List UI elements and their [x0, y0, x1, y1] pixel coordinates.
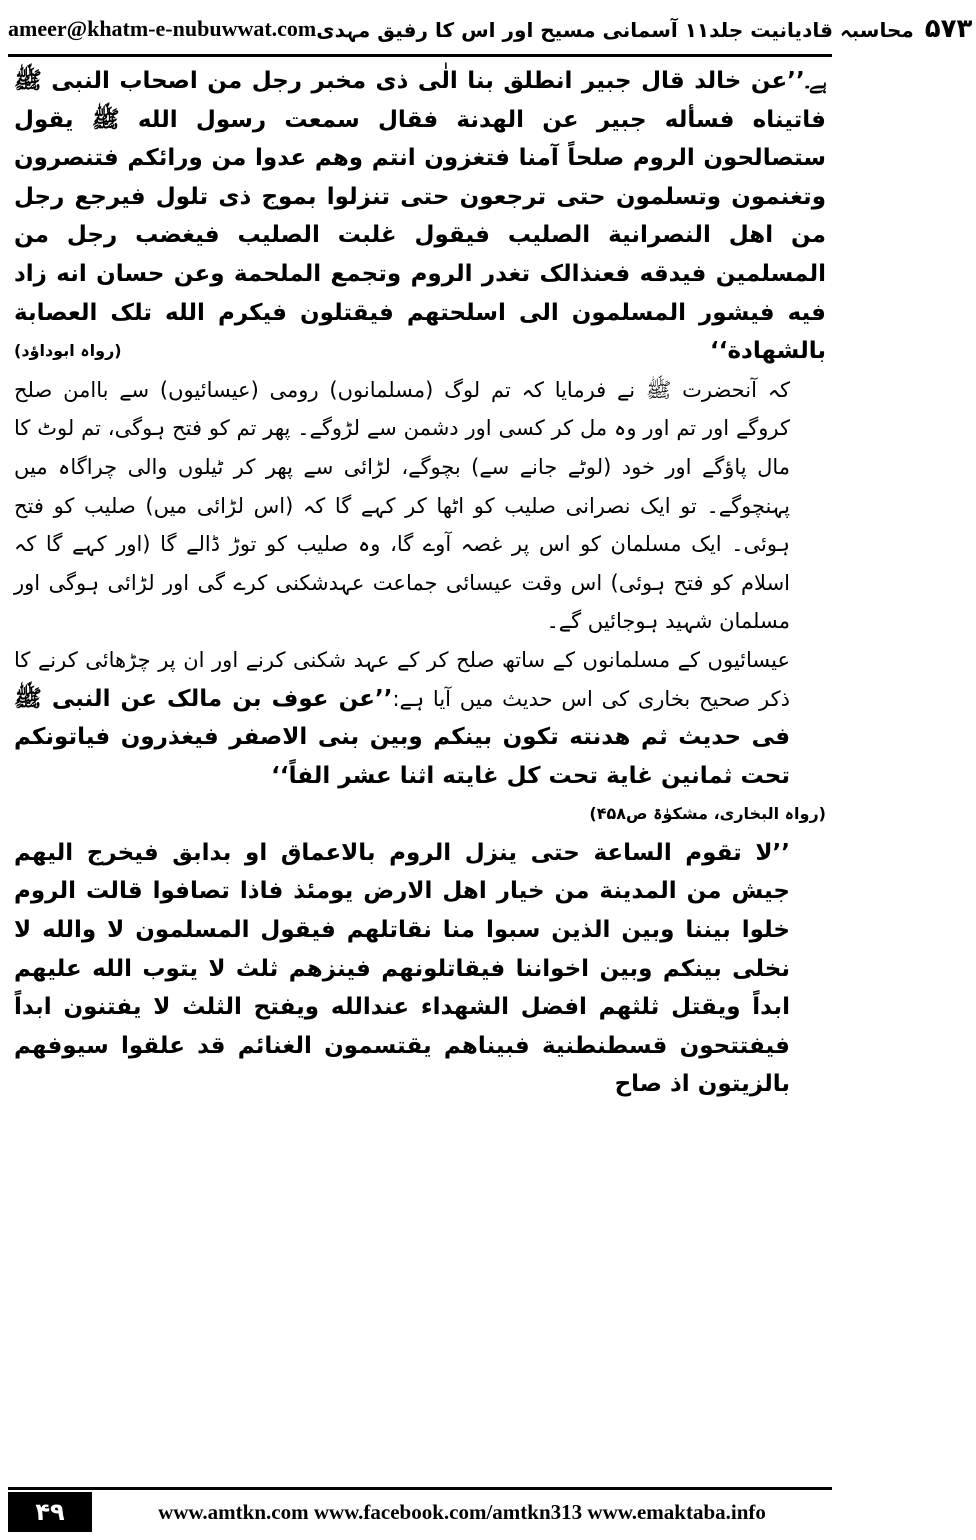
- header-page-number: ۵۷۳: [924, 14, 973, 44]
- arabic-hadith-3: ’’لا تقوم الساعة حتی ينزل الروم بالاعماق او بدابق فيخرج اليهم جيش من المدينة من خيار اهل الارض يومئذ فاذا تصافوا قالت الروم خلوا بيننا وبين الذين سبوا منا نقاتلهم فيقول المسلمون لا والله لا نخلی بينكم وبين اخواننا فيقاتلونهم فينزهم ثلث لا يتوب الله عليهم ابداً ويقتل ثلثهم افضل الشهداء عندالله ويفتح الثلث لا يفتنون ابداً فيفتتحون قسطنطنية فبيناهم يقتسمون الغنائم قد علقوا سيوفهم بالزيتون اذ صاح: [14, 839, 790, 1098]
- arabic-hadith-2: ’’عن عوف بن مالک عن النبی ﷺ فی حديث ثم هدنته تكون بينكم وبين بنی الاصفر فيغذرون فياتونكم تحت ثمانين غاية تحت كل غايته اثنا عشر الفاً‘‘: [14, 685, 790, 789]
- header-title: [316, 14, 976, 44]
- header-email: ameer@khatm-e-nubuwwat.com: [8, 16, 317, 41]
- page-header: [8, 6, 973, 52]
- arabic-hadith-1: [14, 62, 826, 371]
- urdu-bukhari-intro-text: عیسائیوں کے مسلمانوں کے ساتھ صلح کر کے عہد شکنی کرنے اور ان پر چڑھائی کرنے کا ذکر صحیح بخاری کی اس حدیث میں آیا ہے:: [14, 647, 790, 711]
- page-body: [14, 62, 826, 1482]
- footer-links: www.amtkn.com www.facebook.com/amtkn313 www.emaktaba.info: [158, 1499, 766, 1524]
- footer-page-number: ۴۹: [8, 1492, 92, 1532]
- urdu-translation: کہ آنحضرت ﷺ نے فرمایا کہ تم لوگ (مسلمانوں) رومی (عیسائیوں) سے باامن صلح کروگے اور تم اور وہ مل کر کسی اور دشمن سے لڑوگے۔ پھر تم کو فتح ہوگی، تم لوٹ کا مال پاؤگے اور خود (لوٹے جانے سے) بچوگے، لڑائی سے پھر کر ٹیلوں والی چراگاہ میں پہنچوگے۔ تو ایک نصرانی صلیب کو اٹھا کر کہے گا کہ (اس لڑائی میں) صلیب کو فتح ہوئی۔ ایک مسلمان کو اس پر غصہ آوے گا، وہ صلیب کو توڑ ڈالے گا (اور کہے گا کہ اسلام کو فتح ہوئی) اس وقت عیسائی جماعت عہدشکنی کرے گی اور لڑائی ہوگی اور مسلمان شہید ہوجائیں گے۔: [14, 377, 790, 634]
- arabic-hadith-1-text: ہے۔’’عن خالد قال جبير انطلق بنا الٰی ذی مخبر رجل من اصحاب النبی ﷺ فاتيناه فسأله جبير عن الهدنة فقال سمعت رسول الله ﷺ يقول ستصالحون الروم صلحاً آمنا فتغزون انتم وهم عدوا من ورائكم فتنصرون وتغنمون وتسلمون حتی ترجعون حتی تنزلوا بموج ذی تلول فيرجع رجل من اهل النصرانية الصليب فيقول غلبت الصليب فيغضب رجل من المسلمين فيدقه فعنذالک تغدر الروم وتجمع الملحمة وعن حسان انه زاد فيه فيشور المسلمون الی اسلحتهم فيقتلون فيكرم الله تلک العصابة بالشهادة‘‘: [14, 68, 826, 365]
- reference-bukhari: (رواہ البخاری، مشکوٰۃ ص۴۵۸): [589, 804, 826, 824]
- header-rule: [8, 54, 832, 57]
- page-footer: [8, 1487, 832, 1534]
- header-book-title: محاسبہ قادیانیت جلد۱۱ آسمانی مسیح اور اس کا رفیق مہدی: [316, 18, 914, 42]
- urdu-bukhari-intro: [14, 641, 826, 795]
- reference-abu-dawud: (رواہ ابوداؤد): [14, 341, 122, 361]
